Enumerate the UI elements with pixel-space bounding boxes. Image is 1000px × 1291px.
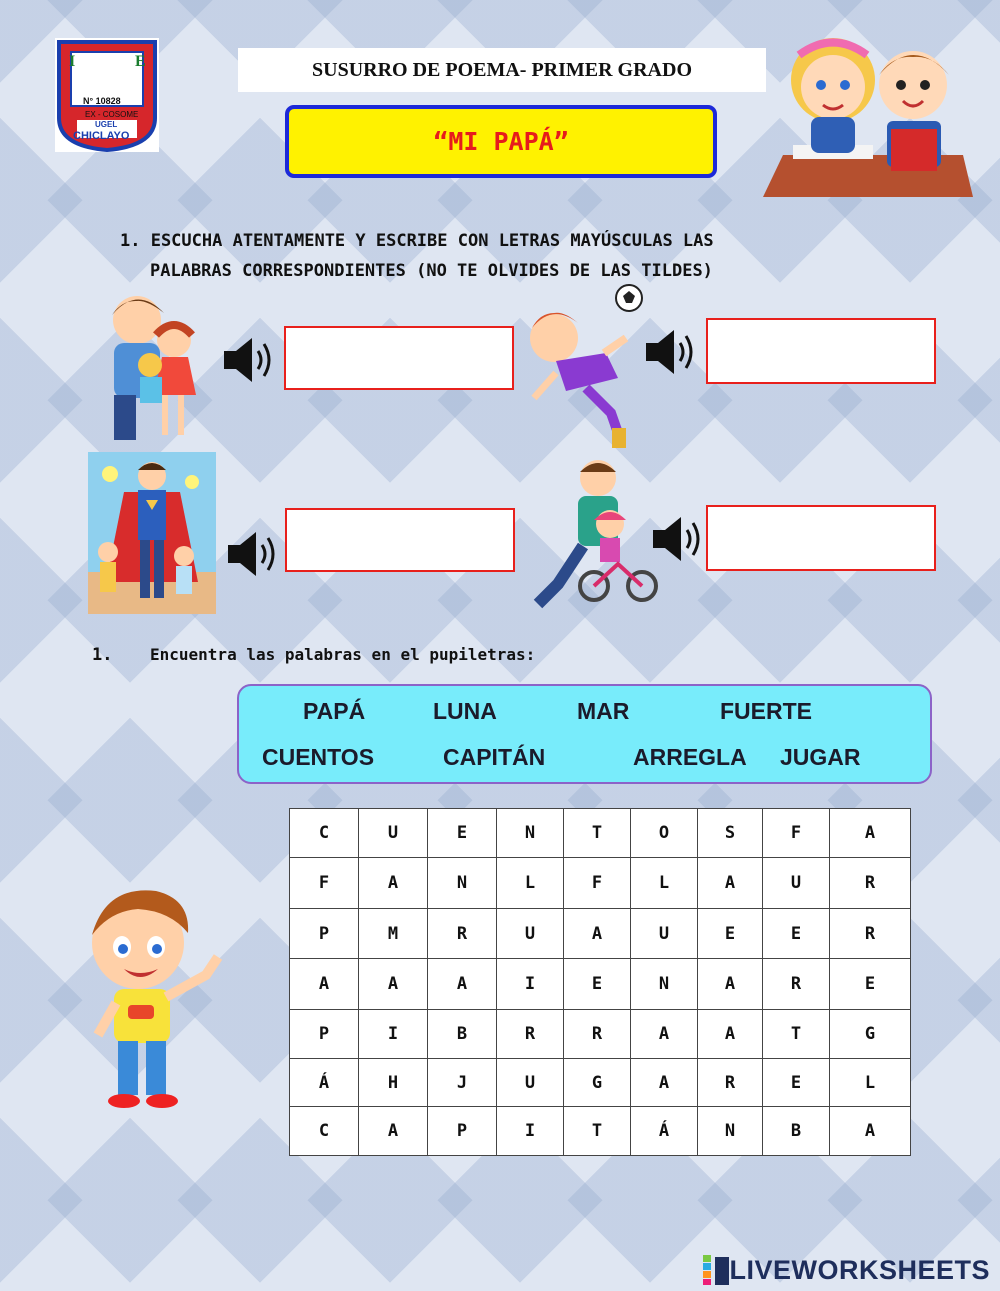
instruction-listen-write [120,226,880,286]
grid-cell[interactable]: G [564,1059,631,1107]
grid-cell[interactable]: L [830,1059,911,1107]
word-bank-item: CAPITÁN [443,744,546,770]
grid-cell[interactable]: Á [290,1059,359,1107]
grid-cell[interactable]: U [763,858,830,909]
grid-cell[interactable]: A [428,959,497,1010]
audio-speaker-icon-3[interactable] [226,529,278,579]
grid-cell[interactable]: R [763,959,830,1010]
grid-cell[interactable]: A [359,1107,428,1156]
grid-cell[interactable]: O [631,809,698,858]
grid-cell[interactable]: H [359,1059,428,1107]
svg-text:I: I [69,53,76,70]
grid-cell[interactable]: A [564,909,631,959]
logo-city: CHICLAYO [73,130,130,142]
svg-text:E: E [135,53,146,70]
word-bank-item: PAPÁ [303,698,366,724]
grid-cell[interactable]: F [564,858,631,909]
instruction-word-search [92,640,792,670]
grid-cell[interactable]: I [497,959,564,1010]
grid-cell[interactable]: A [698,858,763,909]
grid-cell[interactable]: A [631,1010,698,1059]
word-bank-item: CUENTOS [262,744,375,770]
superhero-dad-illustration [88,452,216,614]
grid-cell[interactable]: R [830,858,911,909]
logo-sub: EX - COSOME [85,110,139,119]
grid-cell[interactable]: E [428,809,497,858]
grid-cell[interactable]: A [290,959,359,1010]
grid-cell[interactable]: E [763,909,830,959]
instruction-text: Encuentra las palabras en el pupiletras: [150,645,536,664]
grid-cell[interactable]: N [497,809,564,858]
grid-row [290,959,911,1010]
grid-cell[interactable]: U [631,909,698,959]
soccer-boy-illustration [526,283,646,453]
reading-kids-illustration [763,25,973,197]
grid-cell[interactable]: F [290,858,359,909]
word-bank-item: MAR [577,698,630,724]
grid-cell[interactable]: R [497,1010,564,1059]
grid-cell[interactable]: N [698,1107,763,1156]
grid-cell[interactable]: T [564,1107,631,1156]
grid-cell[interactable]: Á [631,1107,698,1156]
answer-input-1[interactable] [284,326,514,390]
word-bank-item: ARREGLA [633,744,747,770]
word-bank-item: FUERTE [720,698,812,724]
instruction-line-1: 1. ESCUCHA ATENTAMENTE Y ESCRIBE CON LETRAS MAYÚSCULAS LAS [120,231,714,251]
grid-cell[interactable]: E [763,1059,830,1107]
grid-row [290,809,911,858]
grid-cell[interactable]: I [497,1107,564,1156]
grid-cell[interactable]: N [631,959,698,1010]
grid-cell[interactable]: R [564,1010,631,1059]
audio-speaker-icon-4[interactable] [651,514,703,564]
grid-cell[interactable]: B [763,1107,830,1156]
worksheet-subtitle: SUSURRO DE POEMA- PRIMER GRADO [238,48,766,92]
grid-cell[interactable]: N [428,858,497,909]
worksheet-title: “MI PAPÁ” [285,105,717,178]
audio-speaker-icon-2[interactable] [644,327,696,377]
grid-cell[interactable]: P [428,1107,497,1156]
instruction-line-2: PALABRAS CORRESPONDIENTES (NO TE OLVIDES DE LAS TILDES) [150,261,713,281]
waving-boy-illustration [66,885,226,1117]
grid-cell[interactable]: P [290,1010,359,1059]
grid-cell[interactable]: P [290,909,359,959]
grid-cell[interactable]: G [830,1010,911,1059]
grid-cell[interactable]: A [830,1107,911,1156]
grid-cell[interactable]: L [631,858,698,909]
grid-cell[interactable]: R [698,1059,763,1107]
grid-row [290,1107,911,1156]
audio-speaker-icon-1[interactable] [222,335,274,385]
grid-cell[interactable]: L [497,858,564,909]
word-bank-item: LUNA [433,698,497,724]
grid-row [290,858,911,909]
grid-cell[interactable]: R [830,909,911,959]
grid-cell[interactable]: T [763,1010,830,1059]
brand-name: LIVEWORKSHEETS [729,1254,990,1285]
grid-row [290,1059,911,1107]
father-hug-illustration [92,285,202,450]
grid-cell[interactable]: E [698,909,763,959]
grid-row [290,1010,911,1059]
grid-cell[interactable]: A [359,959,428,1010]
answer-input-3[interactable] [285,508,515,572]
liveworksheets-logo-icon [703,1255,729,1285]
grid-cell[interactable]: U [497,909,564,959]
grid-cell[interactable]: E [564,959,631,1010]
grid-cell[interactable]: U [359,809,428,858]
grid-cell[interactable]: M [359,909,428,959]
grid-cell[interactable]: A [698,959,763,1010]
word-bank [237,684,932,784]
answer-input-2[interactable] [706,318,936,384]
grid-row [290,909,911,959]
instruction-number: 1. [92,645,113,665]
grid-cell[interactable]: A [830,809,911,858]
grid-cell[interactable]: F [763,809,830,858]
grid-cell[interactable]: A [698,1010,763,1059]
grid-cell[interactable]: I [359,1010,428,1059]
word-bank-item: JUGAR [780,744,861,770]
word-search-grid[interactable] [289,808,911,1156]
grid-cell[interactable]: S [698,809,763,858]
grid-cell[interactable]: E [830,959,911,1010]
grid-cell[interactable]: R [428,909,497,959]
liveworksheets-brand[interactable] [703,1253,990,1287]
grid-cell[interactable]: J [428,1059,497,1107]
grid-cell[interactable]: T [564,809,631,858]
grid-cell[interactable]: U [497,1059,564,1107]
logo-ugel: UGEL [95,120,118,129]
grid-cell[interactable]: A [359,858,428,909]
grid-cell[interactable]: A [631,1059,698,1107]
bike-dad-illustration [528,454,658,609]
logo-text [55,38,159,152]
answer-input-4[interactable] [706,505,936,571]
grid-cell[interactable]: B [428,1010,497,1059]
grid-cell[interactable]: C [290,809,359,858]
logo-number: N° 10828 [83,96,121,106]
grid-cell[interactable]: C [290,1107,359,1156]
